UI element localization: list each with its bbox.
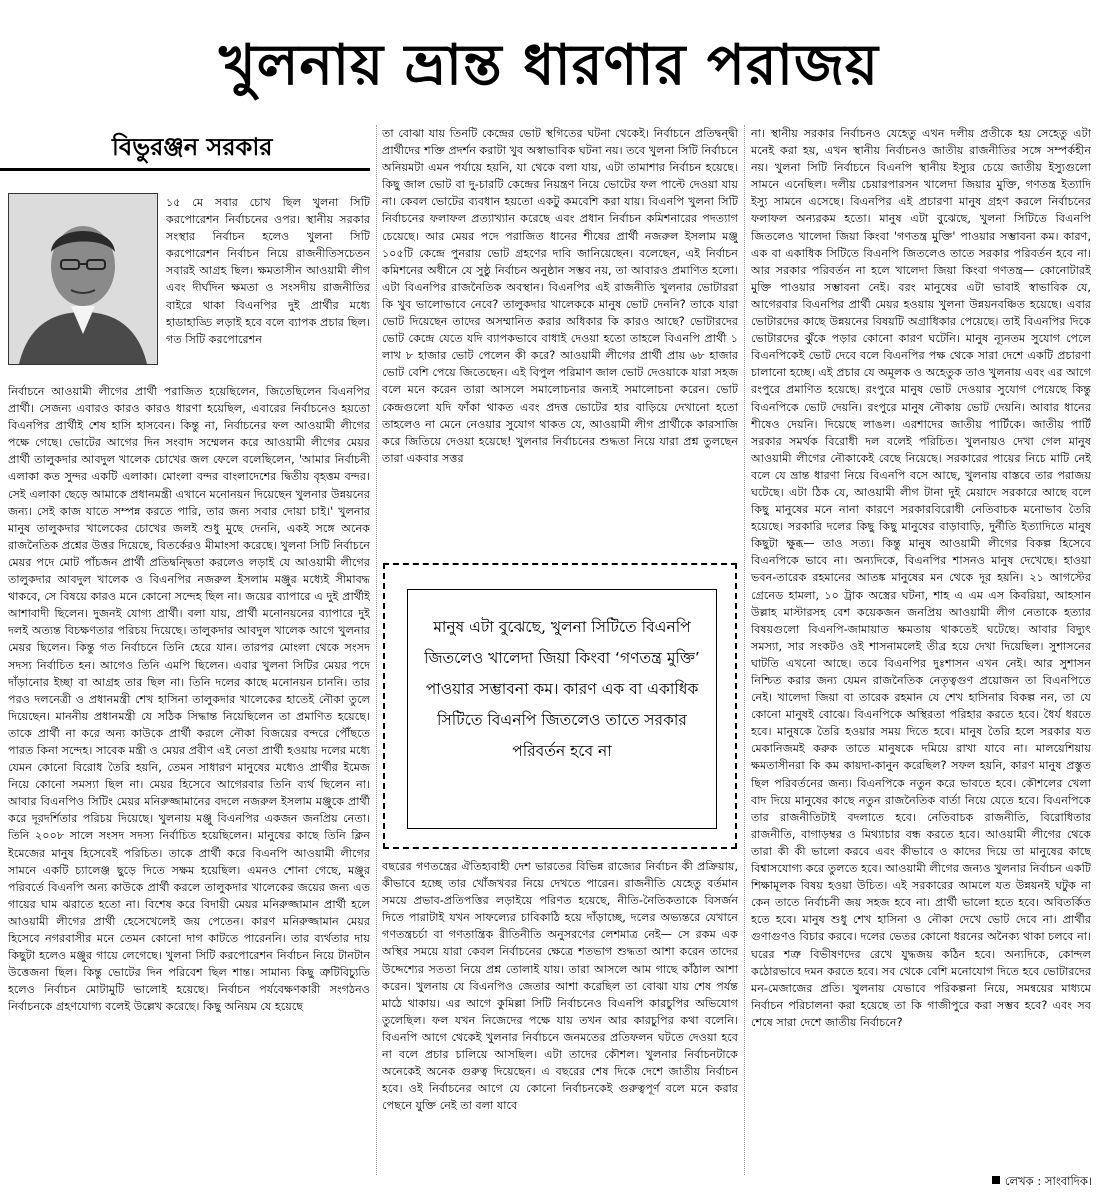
article-text-col2-top: তা বোঝা যায় তিনটি কেন্দ্রের ভোট স্থগিতের ঘটনা থেকেই। নির্বাচনে প্রতিদ্বন্দ্বী প্রার্থীদের শক্তি প্রদর্শন করাটা খুব অস্বাভাবিক ঘটনা নয়। তবে খুলনা সিটি নির্বাচনে অনিয়মটা এমন পর্যায়ে হয়নি, যা থেকে বলা যায়, এটা তামাশার নির্বাচন হয়েছে। কিছু জাল ভোট বা দু-চারটি কেন্দ্রের নিয়ন্ত্রণ নিয়ে ভোটের ফল পাল্টে দেওয়া যায় না। কেবল ভোটের ব্যবধান হয়তো একটু কমবেশি করা যায়। বিএনপি খুলনা সিটি নির্বাচনের ফলাফল প্রত্যাখ্যান করেছে এবং প্রধান নির্বাচন কমিশনারের পদত্যাগ চেয়েছে। আর মেয়র পদে পরাজিত ধানের শীষের প্রার্থী নজরুল ইসলাম মঞ্জু ১০৫টি কেন্দ্রে পুনরায় ভোট গ্রহণের দাবি জানিয়েছেন। বলেছেন, এই নির্বাচন কমিশনের অধীনে যে সুষ্ঠু নির্বাচন অনুষ্ঠান সম্ভব নয়, তা আবারও প্রমাণিত হলো। এটা বিএনপির রাজনৈতিক অবস্থান। বিএনপির এই রাজনীতি খুলনার ভোটাররা কি খুব ভালোভাবে নেবে? তালুকদার খালেককে মানুষ ভোট দেননি? তাকে যারা ভোট দিয়েছেন তাদের অসম্মানিত করার অধিকার কি কারও আছে? ভোটারদের ভোট কেন্দ্রে যেতে যদি ব্যাপকভাবে বাধাই দেওয়া হতো তাহলে বিএনপি প্রার্থী ১ লাখ ৮ হাজার ভোট পেলেন কী করে? আওয়ামী লীগের প্রার্থী প্রায় ৬৮ হাজার ভোট বেশি পেয়ে জিতেছেন। এই বিপুল পরিমাণ জাল ভোট দেওয়াকে যারা সহজ বলে মনে করেন তারা আসলে সমালোচনার জন্যই সমালোচনা করেন। ভোট কেন্দ্রগুলো যদি ফাঁকা থাকত এবং প্রদত্ত ভোটের হার বাড়িয়ে দেখানো হতো তাহলেও না মেনে নেওয়ার সুযোগ থাকত যে, আওয়ামী লীগ প্রার্থীকে কারসাজি করে জিতিয়ে দেওয়া হয়েছে! খুলনার নির্বাচনের শুদ্ধতা নিয়ে যারা প্রশ্ন তুলছেন তারা একবার সত্তর bbox=[382, 127, 738, 465]
article-headline: খুলনায় ভ্রান্ত ধারণার পরাজয় bbox=[218, 33, 880, 98]
article-text-col2-bottom: বছরের গণতন্ত্রের ঐতিহ্যবাহী দেশ ভারতের বিভিন্ন রাজ্যের নির্বাচন কী প্রক্রিয়ায়, কীভাবে হচ্ছে তার খোঁজখবর নিয়ে দেখতে পারেন। রাজনীতি যেহেতু বর্তমান সময়ে প্রভাব-প্রতিপত্তির লড়াইয়ে পরিণত হয়েছে, নীতি-নৈতিকতাকে বিসর্জন দিতে পারাটাই যখন সাফল্যের চাবিকাঠি হয়ে দাঁড়াচ্ছে, দলের অভ্যন্তরে যেখানে গণতন্ত্রচর্চা বা গণতান্ত্রিক রীতিনীতি অনুসরণের লেশমাত্র নেই— সে রকম এক অস্থির সময়ে যারা কেবল নির্বাচনের ক্ষেত্রে শতভাগ শুদ্ধতা আশা করেন তাদের উদ্দেশ্যের সততা নিয়ে প্রশ্ন তোলাই যায়। তারা আসলে আম গাছে কাঁঠাল আশা করেন। খুলনায় যে বিএনপিও জেতার আশা করেছিল তা বোঝা যায় শেষ পর্যন্ত মাঠে থাকায়। এর আগে কুমিল্লা সিটি নির্বাচনেও বিএনপি কারচুপির অভিযোগ তুলেছিল। ফল যখন নিজেদের পক্ষে যায় তখন আর কারচুপির কথা বলেনি। বিএনপি আগে থেকেই খুলনার নির্বাচনে জনমতের প্রতিফলন ঘটতে দেওয়া হবে না বলে প্রচার চালিয়ে আসছিল। এটা তাদের কৌশল। খুলনার নির্বাচনটাকে অনেকেই অনেক গুরুত্ব দিয়েছেন। এ বছরের শেষ দিকে দেশে জাতীয় নির্বাচন হবে। ওই নির্বাচনের আগে যে কোনো নির্বাচনকেই গুরুত্বপূর্ণ বলে মনে করার পেছনে যুক্তি নেই তা বলা যাবে bbox=[382, 860, 738, 1113]
article-text-col3: না। স্থানীয় সরকার নির্বাচনও যেহেতু এখন দলীয় প্রতীকে হয় সেহেতু এটা মনেই করা হয়, এখন স্থানীয় নির্বাচনও জাতীয় রাজনীতির সঙ্গে সম্পর্কহীন নয়। খুলনা সিটি নির্বাচনে বিএনপি স্থানীয় ইস্যুর চেয়ে জাতীয় ইস্যুগুলো সামনে এনেছিল। দলীয় চেয়ারপারসন খালেদা জিয়ার মুক্তি, গণতন্ত্র ইত্যাদি ইস্যু সামনে এসেছে। বিএনপির এই প্রচারণা মানুষ গ্রহণ করলে নির্বাচনের ফলাফল অন্যরকম হতো। মানুষ এটা বুঝেছে, খুলনা সিটিতে বিএনপি জিতলেও খালেদা জিয়া কিংবা 'গণতন্ত্র মুক্তি' পাওয়ার সম্ভাবনা কম। কারণ, এক বা একাধিক সিটিতে বিএনপি জিতলেও তাতে সরকার পরিবর্তন হবে না। আর সরকার পরিবর্তন না হলে খালেদা জিয়া কিংবা গণতন্ত্র— কোনোটারই মুক্তি পাওয়ার সম্ভাবনা নেই। বরং মানুষের এটা ভাবাই স্বাভাবিক যে, আগেরবার বিএনপির প্রার্থী মেয়র হওয়ায় খুলনা উন্নয়নবঞ্চিত হয়েছে। এবার ভোটারদের কাছে উন্নয়নের বিষয়টি অগ্রাধিকার পেয়েছে। তাই বিএনপির দিকে ভোটারদের ঝুঁকে পড়ার কোনো কারণ ঘটেনি। মানুষ ন্যূনতম সুযোগ পেলে বিএনপিকেই ভোট দেবে বলে বিএনপির পক্ষ থেকে সারা দেশে একটি প্রচারণা চালানো হচ্ছে। এই প্রচার যে অমূলক ও অহেতুক তাও খুলনায় এবং এর আগে রংপুরে প্রমাণিত হয়েছে। রংপুরে মানুষ ভোট দেওয়ার সুযোগ পেয়েছে কিন্তু বিএনপিকে ভোট দেয়নি। রংপুরে মানুষ নৌকায় ভোট দেয়নি। আবার ধানের শীষেও দেয়নি। দিয়েছে লাঙল। এরশাদের জাতীয় পার্টিকে। জাতীয় পার্টি সরকার সমর্থক বিরোধী দল বলেই পরিচিত। খুলনায়ও দেখা গেল মানুষ আওয়ামী লীগের নৌকাকেই বেছে নিয়েছে। সরকারের পায়ের নিচে মাটি নেই বলে যে ভ্রান্ত ধারণা নিয়ে বিএনপি বসে আছে, খুলনায় বাস্তবে তার পরাজয় ঘটেছে। এটা ঠিক যে, আওয়ামী লীগ টানা দুই মেয়াদে সরকারে আছে বলে কিছু মানুষের মনে নানা কারণে সরকারবিরোধী নেতিবাচক মনোভাব তৈরি হয়েছে। সরকারি দলের কিছু কিছু মানুষের বাড়াবাড়ি, দুর্নীতি ইত্যাদিতে মানুষ কিছুটা ক্ষুব্ধ— তাও সত্য। কিন্তু মানুষ আওয়ামী লীগের বিকল্প হিসেবে বিএনপিকে ভাবে না। অন্যদিকে, বিএনপির শাসনও মানুষ দেখেছে। হাওয়া ভবন-তারেক রহমানের আতঙ্ক মানুষের মন থেকে দূর হয়নি। ২১ আগস্টের গ্রেনেড হামলা, ১০ ট্রাক অস্ত্রের ঘটনা, শাহ এ এম এস কিবরিয়া, আহসান উল্লাহ মাস্টারসহ বেশ কয়েকজন জনপ্রিয় আওয়ামী লীগ নেতাকে হত্যার বিষয়গুলো বিএনপি-জামায়াত ক্ষমতায় থাকতেই ঘটেছে। আবার বিদ্যুৎ সমস্যা, সার সংকটও ওই শাসনামলেই তীব্র হয়ে দেখা দিয়েছিল। সুশাসনের ঘাটতি এখনো আছে। তবে বিএনপির দুঃশাসন এখন নেই। আর সুশাসন নিশ্চিত করার জন্য যেমন রাজনৈতিক নেতৃত্বগুণ প্রয়োজন তা বিএনপিতে নেই। খালেদা জিয়া বা তারেক রহমান যে শেখ হাসিনার বিকল্প নন, তা যে কোনো মানুষই বোঝে। বিএনপিকে অস্থিরতা পরিহার করতে হবে। ধৈর্য ধরতে হবে। মানুষকে তৈরি হওয়ার সময় দিতে হবে। মানুষ তৈরি হলে সরকার যত মেকানিজমই করুক তাতে মানুষকে দমিয়ে রাখা যাবে না। মালয়েশিয়ায় ক্ষমতাসীনরা কি কম কায়দা-কানুন করেছিল? সফল হয়নি, কারণ মানুষ প্রস্তুত ছিল পরিবর্তনের জন্য। বিএনপিকে নতুন করে ভাবতে হবে। কৌশলের খেলা বাদ দিয়ে মানুষের কাছে নতুন রাজনৈতিক বার্তা নিয়ে যেতে হবে। বিএনপিকে তার রাজনীতিটাই বদলাতে হবে। নেতিবাচক রাজনীতি, বিরোধিতার রাজনীতি, বাগাড়ম্বর ও মিথ্যাচার বন্ধ করতে হবে। আওয়ামী লীগের থেকে তারা কী কী ভালো করবে এবং কীভাবে ও কাদের দিয়ে তা মানুষের কাছে বিশ্বাসযোগ্য করে তুলতে হবে। আওয়ামী লীগের জন্যও খুলনার নির্বাচন একটি শিক্ষামূলক বিষয় হওয়া উচিত। এই সরকারের আমলে যত উন্নয়নই ঘটুক না কেন তাতে নির্বাচনী জয় সহজ হবে না। প্রার্থী ভালো হতে হবে। অবিতর্কিত হতে হবে। মানুষ শুধু শেখ হাসিনা ও নৌকা দেখে ভোট দেবে না। প্রার্থীর গুণাগুণও বিচার করবে। দলের ভেতর কোনো ধরনের অনৈক্য থাকা চলবে না। ঘরের শত্রু বিভীষণদের রেখে যুদ্ধজয় কঠিন হবে। অন্যদিকে, কোন্দল কঠোরভাবে দমন করতে হবে। সব থেকে বেশি মনোযোগ দিতে হবে ভোটারদের মন-মেজাজের প্রতি। খুলনায় যেভাবে পরিকল্পনা নিয়ে, সমন্বয়ের মাধ্যমে নির্বাচন পরিচালনা করা হয়েছে তা কি গাজীপুরে করা সম্ভব হবে? এবং সব শেষে সারা দেশে জাতীয় নির্বাচনে? bbox=[751, 127, 1091, 1029]
author-credit-text: লেখক : সাংবাদিক। bbox=[1004, 1174, 1092, 1188]
author-portrait-image bbox=[9, 194, 157, 364]
author-name: বিভুরঞ্জন সরকার bbox=[112, 133, 273, 161]
article-text-col1-top: ১৫ মে সবার চোখ ছিল খুলনা সিটি করপোরেশন নির্বাচনের ওপর। স্থানীয় সরকার সংস্থার নির্বাচন হলেও খুলনা সিটি করপোরেশন নির্বাচন নিয়ে রাজনীতিসচেতন সবারই আগ্রহ ছিল। ক্ষমতাসীন আওয়ামী লীগ এবং দীর্ঘদিন ক্ষমতা ও সংসদীয় রাজনীতির বাইরে থাকা বিএনপির দুই প্রার্থীর মধ্যে হাডাহাড্ডি লড়াই হবে বলে ব্যাপক প্রচার ছিল। গত সিটি করপোরেশন bbox=[166, 196, 370, 346]
column-divider bbox=[744, 125, 745, 1175]
article-text-col1-bottom: নির্বাচনে আওয়ামী লীগের প্রার্থী পরাজিত হয়েছিলেন, জিতেছিলেন বিএনপির প্রার্থী। সেজন্য এবারও কারও কারও ধারণা হয়েছিল, এবারের নির্বাচনেও হয়তো বিএনপির প্রার্থীই শেষ হাসি হাসবেন। কিন্তু না, নির্বাচনের ফল আওয়ামী লীগের পক্ষে গেছে। ভোটের আগের দিন সংবাদ সম্মেলন করে আওয়ামী লীগের মেয়র প্রার্থী তালুকদার আবদুল খালেক চোখের জল ফেলে বলেছিলেন, 'আমার নির্বাচনী এলাকা কত সুন্দর একটি এলাকা। মোংলা বন্দর বাংলাদেশের দ্বিতীয় বৃহত্তম বন্দর। সেই এলাকা ছেড়ে আমাকে প্রধানমন্ত্রী এখানে মনোনয়ন দিয়েছেন খুলনার উন্নয়নের জন্য। সেই কাজ যাতে সম্পন্ন করতে পারি, তার জন্য সবার দোয়া চাই।' খুলনার মানুষ তালুকদার খালেকের চোখের জলই শুধু মুছে দেননি, একই সঙ্গে অনেক রাজনৈতিক প্রশ্নের উত্তর দিয়েছে, বিতর্কেরও মীমাংসা করেছে। খুলনা সিটি নির্বাচনে মেয়র পদে মোট পাঁচজন প্রার্থী প্রতিদ্বন্দ্বিতা করলেও লড়াই যে আওয়ামী লীগের তালুকদার আবদুল খালেক ও বিএনপির নজরুল ইসলাম মঞ্জুর মধ্যেই সীমাবদ্ধ থাকবে, সে বিষয়ে কারও মনে কোনো সন্দেহ ছিল না। জয়ের ব্যাপারে এ দুই প্রার্থীই আশাবাদী ছিলেন। দুজনই যোগ্য প্রার্থী। বলা যায়, প্রার্থী মনোনয়নের ব্যাপারে দুই দলই অত্যন্ত বিচক্ষণতার পরিচয় দিয়েছে। তালুকদার আবদুল খালেক আগে খুলনার মেয়র ছিলেন। কিন্তু গত নির্বাচনে তিনি হেরে যান। তারপর মোংলা থেকে সংসদ সদস্য নির্বাচিত হন। আগেও তিনি এমপি ছিলেন। এবার খুলনা সিটির মেয়র পদে দাঁড়ানোর ইচ্ছা বা আগ্রহ তার ছিল না। তিনি দলের কাছে মনোনয়ন চাননি। তার পরও দলনেত্রী ও প্রধানমন্ত্রী শেখ হাসিনা তালুকদার খালেকের হাতেই নৌকা তুলে দিয়েছেন। মাননীয় প্রধানমন্ত্রী যে সঠিক সিদ্ধান্ত নিয়েছিলেন তা প্রমাণিত হয়েছে। তাকে প্রার্থী না করে অন্য কাউকে প্রার্থী করলে নৌকা বিজয়ের বন্দরে পৌঁছতে পারত কিনা সন্দেহ। সাবেক মন্ত্রী ও মেয়র প্রবীণ এই নেতা প্রার্থী হওয়ায় দলের মধ্যে যেমন কোনো বিরোধ তৈরি হয়নি, তেমন সাধারণ মানুষের মধ্যেও প্রার্থীর ইমেজ নিয়ে কোনো সমস্যা ছিল না। মেয়র হিসেবে আগেরবার তিনি ব্যর্থ ছিলেন না। আবার বিএনপিও সিটিং মেয়র মনিরুজ্জামানের বদলে নজরুল ইসলাম মঞ্জুকে প্রার্থী করে দূরদর্শিতার পরিচয় দিয়েছে। খুলনায় মঞ্জু বিএনপির একজন জনপ্রিয় নেতা। তিনি ২০০৮ সালে সংসদ সদস্য নির্বাচিত হয়েছিলেন। মানুষের কাছে তিনি ক্লিন ইমেজের মানুষ হিসেবেই পরিচিত। তাকে প্রার্থী করে বিএনপি আওয়ামী লীগের সামনে একটি চ্যালেঞ্জ ছুড়ে দিতে সক্ষম হয়েছিল। এমনও শোনা গেছে, মঞ্জুর পরিবর্তে বিএনপি অন্য কাউকে প্রার্থী করলে তালুকদার খালেকের জয়ের জন্য এত গায়ের ঘাম ঝরাতে হতো না। বিশেষ করে বিদায়ী মেয়র মনিরুজ্জামান প্রার্থী হলে আওয়ামী লীগের প্রার্থী হেসেখেলেই জয় পেতেন। কারণ মনিরুজ্জামান মেয়র হিসেবে নগরবাসীর মনে তেমন কোনো দাগ কাটতে পারেননি। তার ব্যর্থতার দায় কিছুটা হলেও মঞ্জুর গায়ে লেগেছে। খুলনা সিটি করপোরেশন নির্বাচন নিয়ে টানটান উত্তেজনা ছিল। কিন্তু ভোটের দিন পরিবেশ ছিল শান্ত। সামান্য কিছু ত্রুটিবিচ্যুতি হলেও নির্বাচন মোটামুটি ভালোই হয়েছে। নির্বাচন পর্যবেক্ষণকারী সংগঠনও নির্বাচনকে গ্রহণযোগ্য বলেই উল্লেখ করেছে। কিছু অনিয়ম যে হয়েছে bbox=[8, 385, 370, 1014]
pull-quote-text: মানুষ এটা বুঝেছে, খুলনা সিটিতে বিএনপি জিতলেও খালেদা জিয়া কিংবা ‘গণতন্ত্র মুক্তি’ পাওয়ার সম্ভাবনা কম। কারণ এক বা একাধিক সিটিতে বিএনপি জিতলেও তাতে সরকার পরিবর্তন হবে না bbox=[407, 589, 717, 829]
author-photo bbox=[8, 193, 158, 365]
author-credit bbox=[760, 1172, 1092, 1190]
square-bullet-icon bbox=[992, 1176, 1000, 1184]
author-divider bbox=[0, 168, 370, 171]
pull-quote-box bbox=[383, 563, 737, 849]
column-divider bbox=[376, 125, 377, 1175]
